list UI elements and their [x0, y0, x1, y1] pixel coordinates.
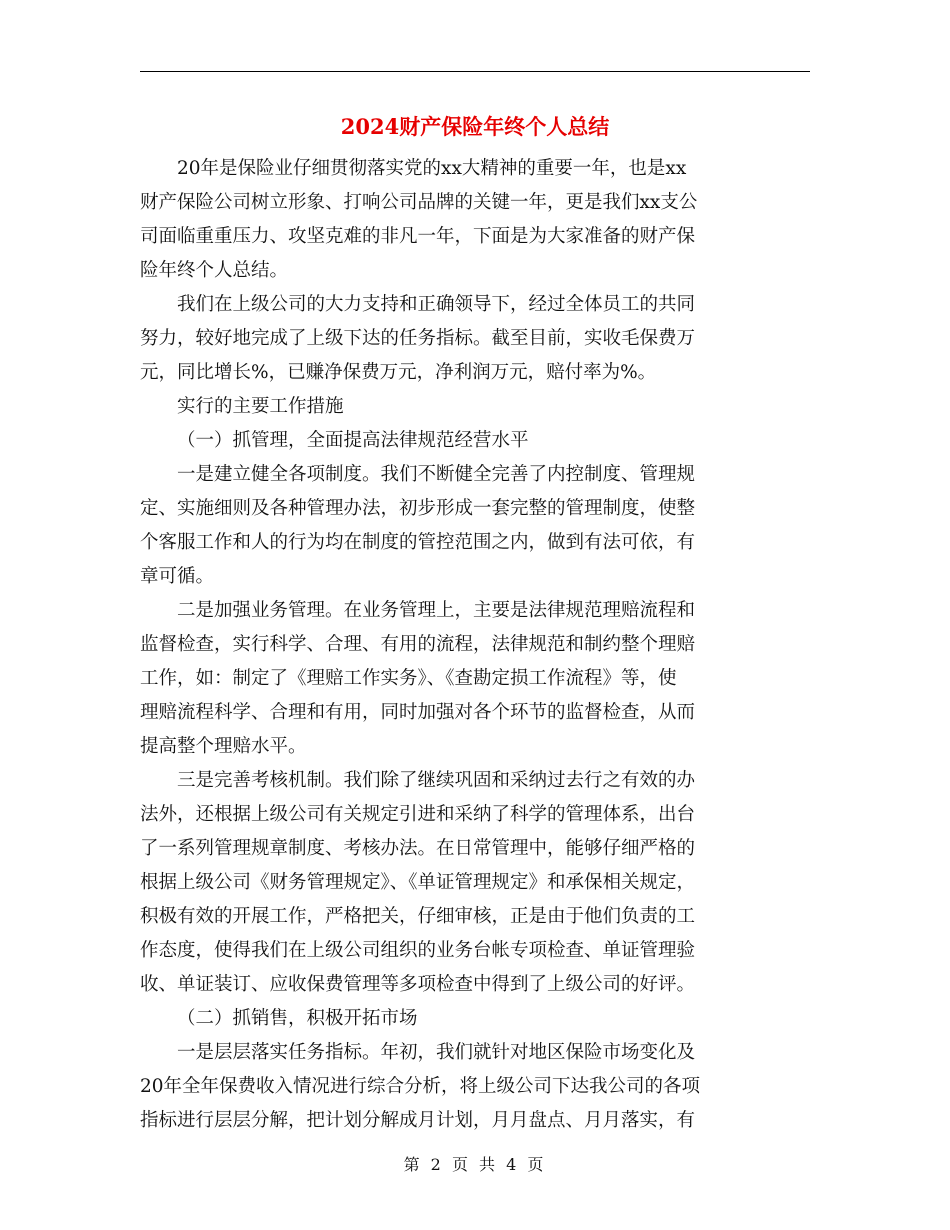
- text-line: 积极有效的开展工作，严格把关，仔细审核，正是由于他们负责的工: [140, 906, 696, 927]
- text-line: 根据上级公司《财务管理规定》、《单证管理规定》和承保相关规定，: [140, 872, 696, 893]
- text-line: 三是完善考核机制。我们除了继续巩固和采纳过去行之有效的办: [177, 770, 696, 791]
- header-rule: [140, 71, 810, 72]
- text-line: 指标进行层层分解，把计划分解成月计划，月月盘点、月月落实，有: [140, 1110, 696, 1131]
- text-line: 努力，较好地完成了上级下达的任务指标。截至目前，实收毛保费万: [140, 328, 696, 349]
- text-line: 一是层层落实任务指标。年初，我们就针对地区保险市场变化及: [177, 1042, 696, 1063]
- document-body: [140, 152, 812, 1138]
- text-line: （二）抓销售，积极开拓市场: [177, 1008, 418, 1029]
- text-line: 险年终个人总结。: [140, 260, 289, 281]
- text-line: 20年全年保费收入情况进行综合分析，将上级公司下达我公司的各项: [140, 1076, 701, 1097]
- document-title: 2024财产保险年终个人总结: [340, 114, 610, 139]
- text-line: 20年是保险业仔细贯彻落实党的xx大精神的重要一年，也是xx: [177, 158, 687, 179]
- text-line: 元，同比增长%，已赚净保费万元，净利润万元，赔付率为%。: [140, 362, 657, 383]
- text-line: 作态度，使得我们在上级公司组织的业务台帐专项检查、单证管理验: [140, 940, 696, 961]
- text-line: 财产保险公司树立形象、打响公司品牌的关键一年，更是我们xx支公: [140, 192, 698, 213]
- text-line: 司面临重重压力、攻坚克难的非凡一年，下面是为大家准备的财产保: [140, 226, 696, 247]
- text-line: 工作，如：制定了《理赔工作实务》、《查勘定损工作流程》等，使: [140, 668, 677, 689]
- text-line: 法外，还根据上级公司有关规定引进和采纳了科学的管理体系，出台: [140, 804, 696, 825]
- text-line: 个客服工作和人的行为均在制度的管控范围之内，做到有法可依，有: [140, 532, 696, 553]
- text-line: 章可循。: [140, 566, 215, 587]
- text-line: 收、单证装订、应收保费管理等多项检查中得到了上级公司的好评。: [140, 974, 696, 995]
- text-line: 实行的主要工作措施: [177, 396, 344, 417]
- text-line: 一是建立健全各项制度。我们不断健全完善了内控制度、管理规: [177, 464, 696, 485]
- text-line: 监督检查，实行科学、合理、有用的流程，法律规范和制约整个理赔: [140, 634, 696, 655]
- text-line: 定、实施细则及各种管理办法，初步形成一套完整的管理制度，使整: [140, 498, 696, 519]
- text-line: 理赔流程科学、合理和有用，同时加强对各个环节的监督检查，从而: [140, 702, 696, 723]
- page-footer: 第 2 页 共 4 页: [403, 1155, 547, 1174]
- text-line: （一）抓管理，全面提高法律规范经营水平: [177, 430, 529, 451]
- text-line: 提高整个理赔水平。: [140, 736, 307, 757]
- text-line: 了一系列管理规章制度、考核办法。在日常管理中，能够仔细严格的: [140, 838, 696, 859]
- text-line: 我们在上级公司的大力支持和正确领导下，经过全体员工的共同: [177, 294, 696, 315]
- text-line: 二是加强业务管理。在业务管理上，主要是法律规范理赔流程和: [177, 600, 696, 621]
